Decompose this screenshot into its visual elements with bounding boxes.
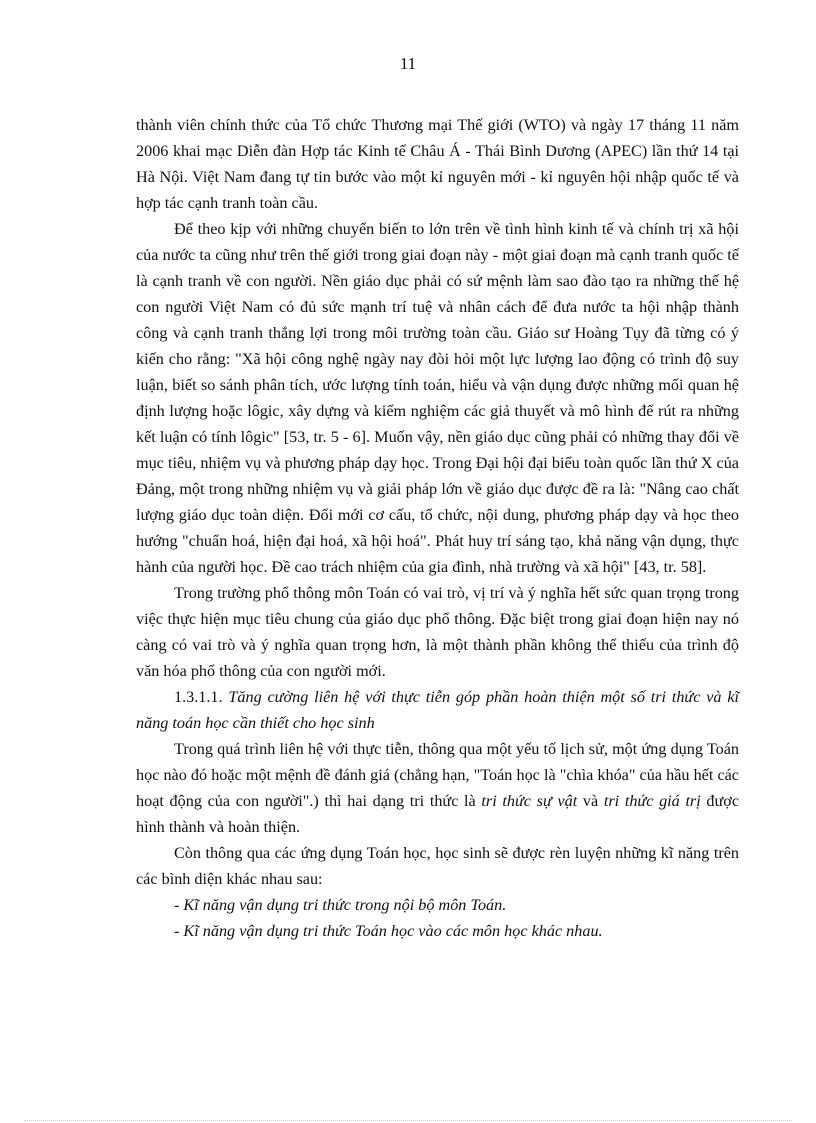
- paragraph-5: Còn thông qua các ứng dụng Toán học, học sinh sẽ được rèn luyện những kĩ năng trên các bình diện khác nhau sau:: [136, 844, 739, 888]
- paragraph-4-text-a: Trong quá trình liên hệ với thực tiễn, thông qua một yếu tố lịch sử, một ứng dụng Toán học nào đó hoặc một mệnh đề đánh giá (chẳng hạn, "Toán học là "chìa khóa" của hầu hết các hoạt động của con người".) thì hai dạng tri thức là: [136, 740, 739, 810]
- list-item-1: - Kĩ năng vận dụng tri thức trong nội bộ môn Toán.: [174, 896, 507, 914]
- page-number: 11: [399, 54, 417, 73]
- paragraph-3: Trong trường phổ thông môn Toán có vai trò, vị trí và ý nghĩa hết sức quan trọng trong việc thực hiện mục tiêu chung của giáo dục phổ thông. Đặc biệt trong giai đoạn hiện nay nó càng có vai trò và ý nghĩa quan trọng hơn, là một thành phần không thể thiếu của trình độ văn hóa phổ thông của con người mới.: [136, 584, 739, 680]
- paragraph-4-text-b: và: [582, 792, 599, 810]
- paragraph-4-text-c: được hình thành và hoàn thiện.: [136, 792, 740, 836]
- paragraph-2: Để theo kịp với những chuyển biến to lớn trên về tình hình kinh tế và chính trị xã hội của nước ta cũng như trên thế giới trong giai đoạn này - một giai đoạn mà cạnh tranh quốc tế là cạnh tranh về con người. Nền giáo dục phải có sứ mệnh làm sao đào tạo ra những thế hệ con người Việt Nam có đủ sức mạnh trí tuệ và nhân cách để đưa nước ta hội nhập thành công và cạnh tranh thắng lợi trong môi trường toàn cầu. Giáo sư Hoàng Tụy đã từng có ý kiến cho rằng: "Xã hội công nghệ ngày nay đòi hỏi một lực lượng lao động có trình độ suy luận, biết so sánh phân tích, ước lượng tính toán, hiểu và vận dụng được những mối quan hệ định lượng hoặc lôgic, xây dựng và kiểm nghiệm các giả thuyết và mô hình để rút ra những kết luận có tính lôgic" [53, tr. 5 - 6]. Muốn vậy, nền giáo dục cũng phải có những thay đổi về mục tiêu, nhiệm vụ và phương pháp dạy học. Trong Đại hội đại biểu toàn quốc lần thứ X của Đảng, một trong những nhiệm vụ và giải pháp lớn về giáo dục được đề ra là: "Nâng cao chất lượng giáo dục toàn diện. Đổi mới cơ cấu, tổ chức, nội dung, phương pháp dạy và học theo hướng "chuẩn hoá, hiện đại hoá, xã hội hoá". Phát huy trí sáng tạo, khả năng vận dụng, thực hành của người học. Đề cao trách nhiệm của gia đình, nhà trường và xã hội" [43, tr. 58].: [136, 220, 739, 576]
- document-body: [136, 112, 739, 944]
- section-heading: [136, 684, 739, 736]
- footer-divider: [24, 1120, 792, 1121]
- section-number: 1.3.1.1.: [174, 688, 223, 706]
- paragraph-4-emphasis-2: tri thức giá trị: [603, 792, 701, 810]
- paragraph-1: thành viên chính thức của Tổ chức Thương mại Thế giới (WTO) và ngày 17 tháng 11 năm 2006 khai mạc Diễn đàn Hợp tác Kinh tế Châu Á - Thái Bình Dương (APEC) lần thứ 14 tại Hà Nội. Việt Nam đang tự tin bước vào một kỉ nguyên mới - kỉ nguyên hội nhập quốc tế và hợp tác cạnh tranh toàn cầu.: [136, 116, 739, 212]
- paragraph-4-emphasis-1: tri thức sự vật: [481, 792, 578, 810]
- list-item-2: - Kĩ năng vận dụng tri thức Toán học vào các môn học khác nhau.: [174, 922, 603, 940]
- section-title: Tăng cường liên hệ với thực tiễn góp phần hoàn thiện một số tri thức và kĩ năng toán học cần thiết cho học sinh: [136, 688, 740, 732]
- paragraph-4: [136, 736, 739, 840]
